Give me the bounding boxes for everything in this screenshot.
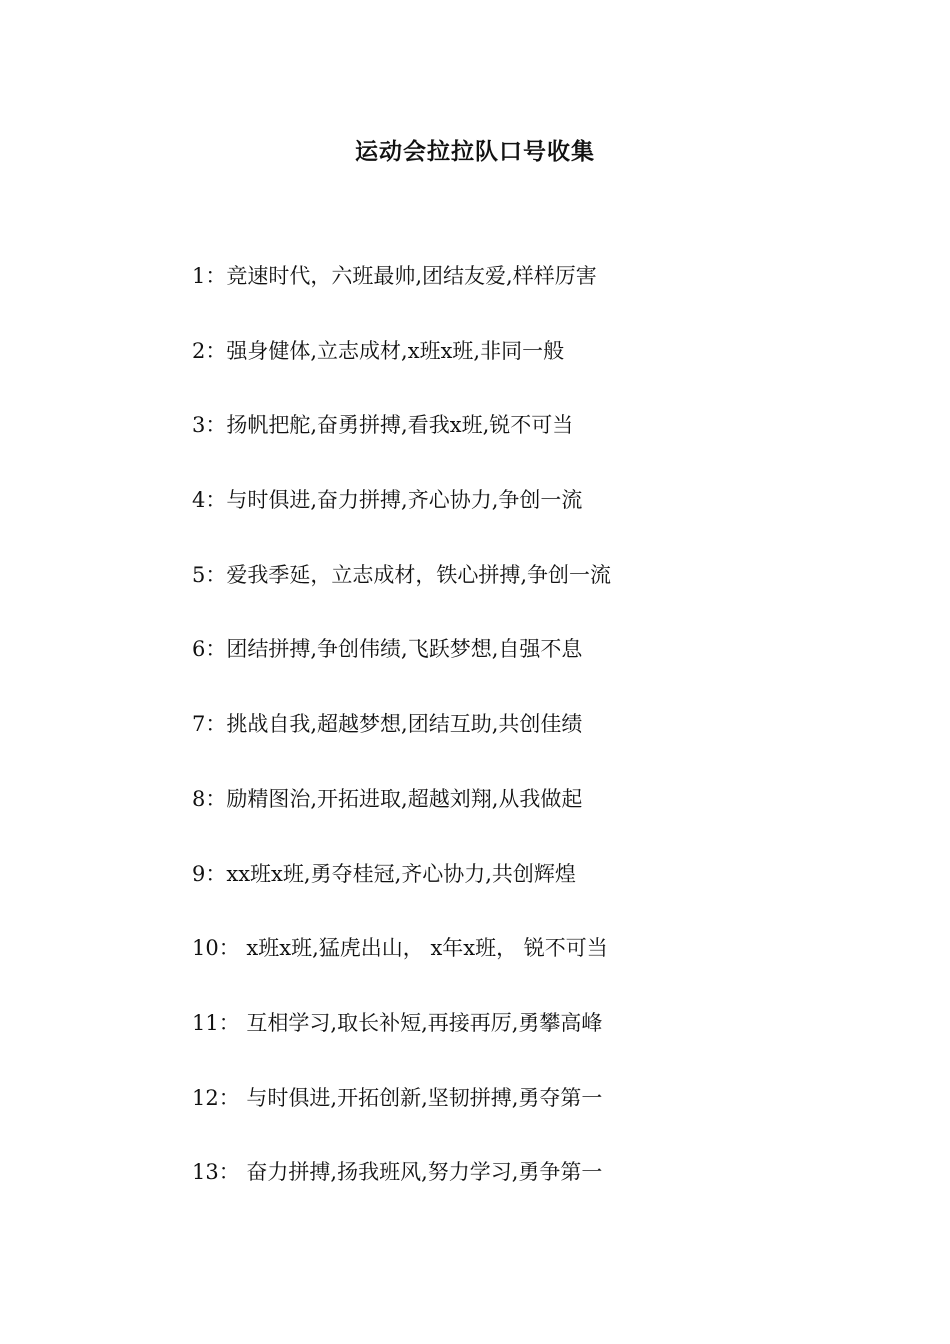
slogan-number: 2： <box>192 338 227 363</box>
slogan-item <box>192 782 611 857</box>
slogan-text: 扬帆把舵,奋勇拼搏,看我x班,锐不可当 <box>226 413 574 438</box>
slogan-number: 7： <box>192 712 227 737</box>
slogan-number: 10： <box>192 936 240 961</box>
slogan-number: 8： <box>192 786 227 811</box>
slogan-text: 团结拼搏,争创伟绩,飞跃梦想,自强不息 <box>226 637 583 662</box>
slogan-item <box>192 707 611 782</box>
slogan-text: 与时俱进,奋力拼搏,齐心协力,争创一流 <box>226 488 583 513</box>
slogan-number: 5： <box>192 562 227 587</box>
slogan-text: 竞速时代，六班最帅,团结友爱,样样厉害 <box>226 264 597 288</box>
slogan-item <box>192 1006 611 1081</box>
slogan-text: 互相学习,取长补短,再接再厉,勇攀高峰 <box>239 1010 603 1035</box>
slogan-item <box>192 1155 611 1230</box>
slogan-text: 强身健体,立志成材,x班x班,非同一般 <box>226 338 565 363</box>
slogan-list <box>192 259 611 1230</box>
slogan-item <box>192 334 611 409</box>
slogan-item <box>192 632 611 707</box>
slogan-item <box>192 931 611 1006</box>
slogan-number: 3： <box>192 413 227 438</box>
slogan-number: 11： <box>192 1010 240 1035</box>
slogan-item <box>192 483 611 558</box>
slogan-item <box>192 1081 611 1156</box>
slogan-text: xx班x班,勇夺桂冠,齐心协力,共创辉煌 <box>226 861 576 886</box>
slogan-text: 奋力拼搏,扬我班风,努力学习,勇争第一 <box>239 1160 603 1185</box>
slogan-number: 13： <box>192 1160 240 1185</box>
slogan-text: 与时俱进,开拓创新,坚韧拼搏,勇夺第一 <box>239 1085 603 1110</box>
slogan-text: 爱我季延，立志成材，铁心拼搏,争创一流 <box>226 562 612 587</box>
slogan-number: 12： <box>192 1085 240 1110</box>
slogan-text: x班x班,猛虎出山， x年x班， 锐不可当 <box>239 936 608 961</box>
slogan-text: 励精图治,开拓进取,超越刘翔,从我做起 <box>226 786 583 811</box>
slogan-item <box>192 558 611 633</box>
slogan-number: 1： <box>192 264 227 288</box>
slogan-number: 9： <box>192 861 227 886</box>
slogan-item <box>192 408 611 483</box>
document-title: 运动会拉拉队口号收集 <box>355 139 595 165</box>
slogan-item <box>192 259 611 334</box>
slogan-number: 4： <box>192 488 227 513</box>
slogan-text: 挑战自我,超越梦想,团结互助,共创佳绩 <box>226 712 583 737</box>
slogan-item <box>192 857 611 932</box>
slogan-number: 6： <box>192 637 227 662</box>
